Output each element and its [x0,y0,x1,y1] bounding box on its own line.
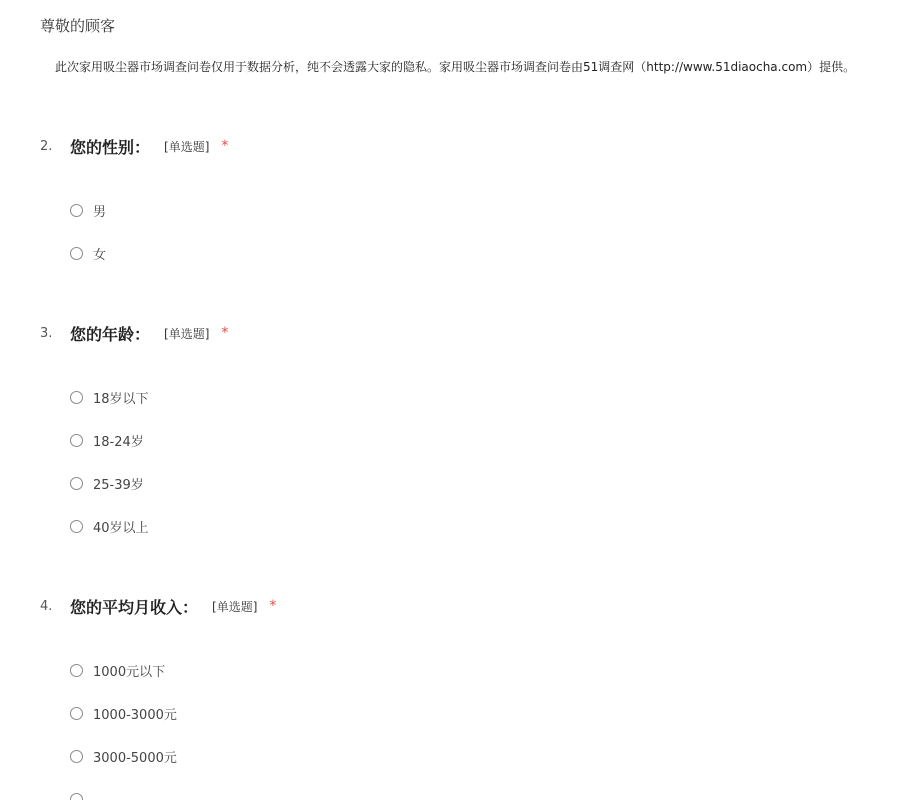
question-gender [40,133,860,263]
option-label: 40岁以上 [93,521,149,536]
radio-button[interactable] [70,477,83,490]
survey-intro-text: 此次家用吸尘器市场调查问卷仅用于数据分析，纯不会透露大家的隐私。家用吸尘器市场调查问卷由51调查网（http://www.51diaocha.com）提供。 [55,60,856,74]
radio-button[interactable] [70,664,83,677]
question-header [40,593,860,619]
question-header [40,320,860,346]
option-label: 25-39岁 [93,478,144,493]
option-income-next-partial[interactable] [70,778,177,800]
option-under-18[interactable] [70,376,149,419]
radio-button[interactable] [70,750,83,763]
question-number: 3. [40,325,53,341]
radio-button[interactable] [70,434,83,447]
option-income-under-1000[interactable] [70,649,177,692]
option-income-3000-5000[interactable] [70,735,177,778]
radio-button[interactable] [70,520,83,533]
question-type-label: [单选题] [164,326,210,341]
radio-button[interactable] [70,793,83,800]
greeting-heading: 尊敬的顾客 [40,17,116,35]
option-female[interactable] [70,232,106,275]
option-25-39[interactable] [70,462,149,505]
option-label: 18-24岁 [93,435,144,450]
option-list [70,376,149,548]
required-asterisk: * [221,325,229,341]
option-label: 18岁以下 [93,392,149,407]
question-header [40,133,860,159]
question-type-label: [单选题] [212,599,258,614]
radio-button[interactable] [70,247,83,260]
option-label: 男 [93,205,107,220]
question-age [40,320,860,536]
option-label: 女 [93,248,107,263]
option-male[interactable] [70,189,106,232]
required-asterisk: * [221,138,229,154]
required-asterisk: * [269,598,277,614]
radio-button[interactable] [70,391,83,404]
option-income-1000-3000[interactable] [70,692,177,735]
option-list [70,649,177,800]
option-label: 3000-5000元 [93,751,177,766]
option-18-24[interactable] [70,419,149,462]
radio-button[interactable] [70,204,83,217]
option-label: 1000-3000元 [93,708,177,723]
question-title: 您的平均月收入： [70,597,199,617]
question-title: 您的年龄： [70,324,151,344]
question-number: 4. [40,598,53,614]
question-number: 2. [40,138,53,154]
question-monthly-income [40,593,860,766]
question-title: 您的性别： [70,137,151,157]
radio-button[interactable] [70,707,83,720]
option-label: 1000元以下 [93,665,166,680]
option-over-40[interactable] [70,505,149,548]
question-type-label: [单选题] [164,139,210,154]
option-list [70,189,106,275]
